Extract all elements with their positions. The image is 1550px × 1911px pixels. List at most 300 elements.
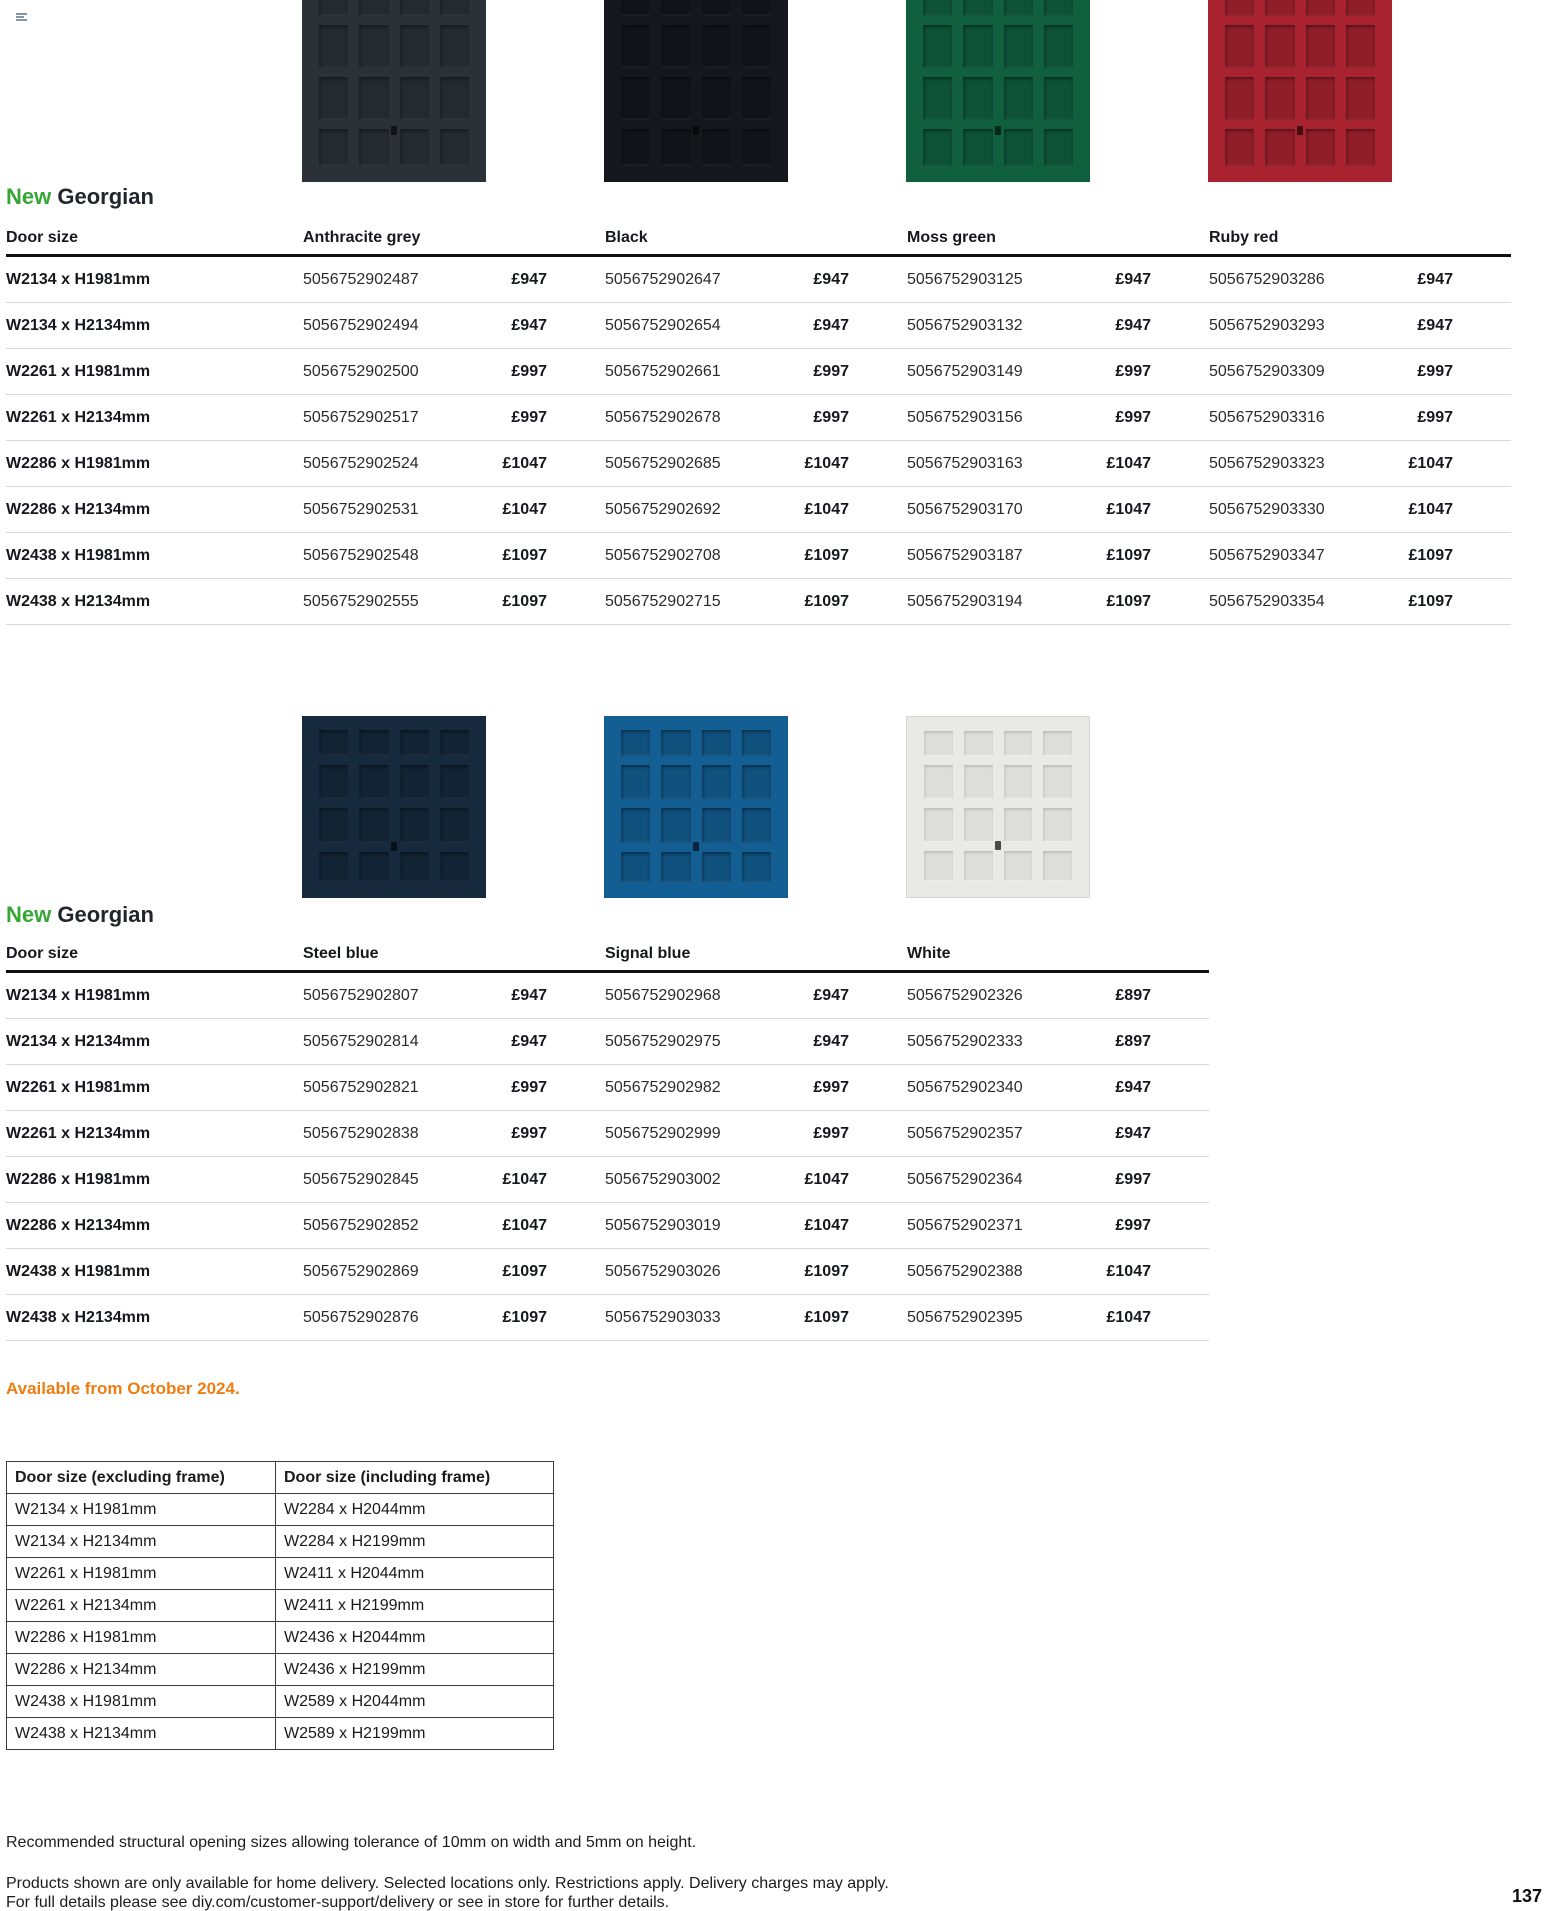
door-panel [400, 765, 429, 800]
color-column-header-steel-blue: Steel blue [303, 945, 379, 962]
door-panel [621, 129, 650, 166]
product-code: 5056752902333 [907, 1032, 1023, 1050]
table-row [6, 487, 1511, 533]
price: £1097 [502, 1308, 547, 1326]
door-panel [742, 129, 771, 166]
size-including-frame-cell: W2411 x H2199mm [276, 1590, 554, 1622]
door-size-cell: W2438 x H2134mm [6, 1308, 151, 1326]
door-panel [1346, 0, 1375, 16]
door-panel [1043, 808, 1072, 842]
door-handle-icon [391, 126, 397, 135]
door-handle-icon [995, 126, 1001, 135]
door-panel [621, 730, 650, 756]
price: £1097 [804, 1262, 849, 1280]
price-table-header [6, 222, 1511, 257]
price-cell-black [605, 363, 907, 381]
door-panel [702, 25, 731, 68]
door-panel-grid [302, 0, 486, 182]
size-including-frame-cell: W2436 x H2044mm [276, 1622, 554, 1654]
product-code: 5056752902807 [303, 986, 419, 1004]
product-code: 5056752902876 [303, 1308, 419, 1326]
door-panel [400, 129, 429, 166]
product-code: 5056752903002 [605, 1170, 721, 1188]
price-cell-steel-blue [303, 987, 605, 1005]
door-panel [400, 852, 429, 882]
door-panel [742, 730, 771, 756]
door-handle-icon [995, 841, 1001, 850]
door-size-cell: W2134 x H2134mm [6, 316, 151, 334]
price-cell-anthracite-grey [303, 501, 605, 519]
table-row [6, 1065, 1209, 1111]
door-panel [742, 852, 771, 882]
door-panel [319, 808, 348, 843]
door-panel [1004, 731, 1033, 756]
product-code: 5056752903286 [1209, 270, 1325, 288]
door-panel [621, 852, 650, 882]
door-handle-icon [391, 842, 397, 851]
door-panel [1225, 129, 1254, 166]
door-panel [621, 0, 650, 16]
product-code: 5056752902364 [907, 1170, 1023, 1188]
product-code: 5056752903033 [605, 1308, 721, 1326]
availability-note: Available from October 2024. [6, 1379, 240, 1398]
price-cell-steel-blue [303, 1263, 605, 1281]
price-cell-ruby-red [1209, 455, 1511, 473]
price-cell-signal-blue [605, 1171, 907, 1189]
door-panel [661, 808, 690, 843]
price: £997 [813, 1078, 849, 1096]
price-cell-steel-blue [303, 1171, 605, 1189]
price-table-2 [6, 938, 1209, 1341]
product-code: 5056752903149 [907, 362, 1023, 380]
door-panel [359, 77, 388, 120]
section-2-heading [6, 902, 154, 928]
frame-table-header: Door size (excluding frame) [7, 1462, 276, 1494]
footnote-delivery-line1: Products shown are only available for home delivery. Selected locations only. Restrictions apply. Delivery charges may apply. [6, 1875, 889, 1892]
size-excluding-frame-cell: W2438 x H1981mm [7, 1686, 276, 1718]
price-cell-white [907, 987, 1209, 1005]
price-cell-signal-blue [605, 1033, 907, 1051]
price: £1047 [1106, 1262, 1151, 1280]
door-panel [963, 0, 992, 16]
door-panel [621, 25, 650, 68]
door-panel [742, 808, 771, 843]
door-panel [923, 25, 952, 68]
price-cell-ruby-red [1209, 409, 1511, 427]
product-code: 5056752902494 [303, 316, 419, 334]
door-panel [319, 25, 348, 68]
price-cell-steel-blue [303, 1217, 605, 1235]
price: £1047 [1106, 1308, 1151, 1326]
price-cell-moss-green [907, 547, 1209, 565]
frame-table-header: Door size (including frame) [276, 1462, 554, 1494]
price: £947 [511, 316, 547, 334]
door-panel [661, 0, 690, 16]
door-panel [359, 0, 388, 16]
door-panel [621, 77, 650, 120]
frame-table-row [7, 1590, 554, 1622]
door-panel [319, 730, 348, 756]
door-panel [319, 129, 348, 166]
door-handle-icon [693, 842, 699, 851]
door-panel-grid [907, 717, 1089, 897]
price: £1047 [502, 1216, 547, 1234]
door-panel [1004, 129, 1033, 166]
section-1-heading [6, 184, 154, 210]
page-number: 137 [1511, 1886, 1542, 1906]
price: £1097 [1106, 546, 1151, 564]
door-size-cell: W2261 x H2134mm [6, 1124, 151, 1142]
door-panel [1265, 0, 1294, 16]
product-code: 5056752903354 [1209, 592, 1325, 610]
door-panel [1265, 129, 1294, 166]
door-panel [621, 808, 650, 843]
door-panel [440, 25, 469, 68]
price: £997 [511, 408, 547, 426]
price: £997 [813, 362, 849, 380]
door-panel [359, 852, 388, 882]
price-table-1 [6, 222, 1511, 625]
door-panel [440, 77, 469, 120]
color-column-header-black: Black [605, 229, 648, 246]
size-excluding-frame-cell: W2286 x H1981mm [7, 1622, 276, 1654]
door-panel [923, 77, 952, 120]
price: £1047 [1106, 500, 1151, 518]
size-including-frame-cell: W2284 x H2199mm [276, 1526, 554, 1558]
product-code: 5056752902548 [303, 546, 419, 564]
door-panel-grid [302, 716, 486, 898]
price: £1047 [804, 500, 849, 518]
product-code: 5056752903309 [1209, 362, 1325, 380]
price-cell-white [907, 1263, 1209, 1281]
product-code: 5056752902371 [907, 1216, 1023, 1234]
table-row [6, 303, 1511, 349]
size-excluding-frame-cell: W2286 x H2134mm [7, 1654, 276, 1686]
range-name-label: Georgian [57, 184, 154, 209]
product-code: 5056752903125 [907, 270, 1023, 288]
frame-table-row [7, 1686, 554, 1718]
price: £997 [1115, 1216, 1151, 1234]
product-code: 5056752902500 [303, 362, 419, 380]
footnote-delivery-line2: For full details please see diy.com/customer-support/delivery or see in store for further details. [6, 1894, 670, 1911]
table-row [6, 579, 1511, 625]
door-panel [1044, 0, 1073, 16]
frame-table-row [7, 1494, 554, 1526]
footnote-tolerance: Recommended structural opening sizes allowing tolerance of 10mm on width and 5mm on height. [6, 1834, 697, 1851]
price: £997 [813, 408, 849, 426]
price: £947 [813, 316, 849, 334]
door-image-moss-green [906, 0, 1090, 182]
product-code: 5056752902661 [605, 362, 721, 380]
door-size-cell: W2261 x H1981mm [6, 1078, 151, 1096]
price: £1047 [804, 454, 849, 472]
size-excluding-frame-cell: W2261 x H2134mm [7, 1590, 276, 1622]
product-code: 5056752903156 [907, 408, 1023, 426]
door-panel [702, 0, 731, 16]
door-image-black [604, 0, 788, 182]
price-cell-white [907, 1171, 1209, 1189]
price: £947 [1417, 270, 1453, 288]
door-size-column-header: Door size [6, 229, 79, 246]
price-cell-black [605, 593, 907, 611]
frame-size-table [6, 1461, 554, 1750]
size-including-frame-cell: W2589 x H2199mm [276, 1718, 554, 1750]
door-panel [924, 765, 953, 799]
door-panel [400, 77, 429, 120]
product-code: 5056752902715 [605, 592, 721, 610]
price-cell-steel-blue [303, 1309, 605, 1327]
price-cell-moss-green [907, 317, 1209, 335]
door-panel [319, 765, 348, 800]
footnote-delivery [6, 1874, 889, 1911]
door-panel [702, 808, 731, 843]
new-badge-label: New [6, 902, 52, 927]
product-code: 5056752902838 [303, 1124, 419, 1142]
door-panel [964, 808, 993, 842]
door-panel [1044, 129, 1073, 166]
size-including-frame-cell: W2589 x H2044mm [276, 1686, 554, 1718]
price-cell-anthracite-grey [303, 455, 605, 473]
price-cell-signal-blue [605, 1263, 907, 1281]
door-panel [964, 851, 993, 881]
product-code: 5056752903187 [907, 546, 1023, 564]
price: £947 [1115, 316, 1151, 334]
price: £1047 [502, 1170, 547, 1188]
product-code: 5056752902821 [303, 1078, 419, 1096]
door-panel [1043, 731, 1072, 756]
product-code: 5056752903163 [907, 454, 1023, 472]
door-panel [1004, 851, 1033, 881]
product-code: 5056752902968 [605, 986, 721, 1004]
price: £897 [1115, 1032, 1151, 1050]
door-panel-grid [906, 0, 1090, 182]
door-panel-grid [1208, 0, 1392, 182]
door-panel [964, 765, 993, 799]
table-row [6, 1249, 1209, 1295]
door-panel [400, 25, 429, 68]
door-swatch-row-1 [0, 0, 1550, 182]
door-panel [400, 730, 429, 756]
product-code: 5056752903019 [605, 1216, 721, 1234]
product-code: 5056752902654 [605, 316, 721, 334]
price: £947 [813, 270, 849, 288]
price-cell-anthracite-grey [303, 317, 605, 335]
price: £897 [1115, 986, 1151, 1004]
price: £1097 [804, 1308, 849, 1326]
price-cell-anthracite-grey [303, 271, 605, 289]
price: £997 [511, 1078, 547, 1096]
price: £997 [511, 362, 547, 380]
door-panel-grid [604, 0, 788, 182]
price: £1047 [804, 1170, 849, 1188]
price-cell-ruby-red [1209, 317, 1511, 335]
door-panel [1004, 0, 1033, 16]
price-cell-white [907, 1309, 1209, 1327]
door-panel [1225, 77, 1254, 120]
price-table-header [6, 938, 1209, 973]
door-image-white [906, 716, 1090, 898]
door-size-cell: W2134 x H1981mm [6, 270, 151, 288]
price-cell-ruby-red [1209, 593, 1511, 611]
product-code: 5056752903170 [907, 500, 1023, 518]
price: £997 [813, 1124, 849, 1142]
door-panel [440, 730, 469, 756]
door-panel [742, 765, 771, 800]
product-code: 5056752902999 [605, 1124, 721, 1142]
door-panel [661, 129, 690, 166]
door-panel [1004, 25, 1033, 68]
door-panel [359, 25, 388, 68]
table-row [6, 395, 1511, 441]
price-cell-anthracite-grey [303, 593, 605, 611]
door-panel [963, 25, 992, 68]
door-panel [661, 730, 690, 756]
size-including-frame-cell: W2284 x H2044mm [276, 1494, 554, 1526]
table-row [6, 349, 1511, 395]
product-code: 5056752903293 [1209, 316, 1325, 334]
product-code: 5056752903316 [1209, 408, 1325, 426]
door-panel [924, 731, 953, 756]
price-cell-black [605, 547, 907, 565]
product-code: 5056752902982 [605, 1078, 721, 1096]
door-image-signal-blue [604, 716, 788, 898]
price-cell-black [605, 271, 907, 289]
product-code: 5056752902845 [303, 1170, 419, 1188]
door-panel [661, 765, 690, 800]
door-panel [400, 0, 429, 16]
price: £1097 [502, 546, 547, 564]
door-panel [359, 730, 388, 756]
door-panel [359, 765, 388, 800]
price-cell-steel-blue [303, 1079, 605, 1097]
product-code: 5056752902388 [907, 1262, 1023, 1280]
door-panel [1225, 0, 1254, 16]
product-code: 5056752902357 [907, 1124, 1023, 1142]
price: £997 [1115, 362, 1151, 380]
door-panel [1346, 77, 1375, 120]
door-panel [1306, 129, 1335, 166]
door-size-cell: W2438 x H1981mm [6, 546, 151, 564]
door-size-cell: W2438 x H1981mm [6, 1262, 151, 1280]
product-code: 5056752902524 [303, 454, 419, 472]
product-code: 5056752903330 [1209, 500, 1325, 518]
price-cell-white [907, 1033, 1209, 1051]
product-code: 5056752902340 [907, 1078, 1023, 1096]
door-panel [621, 765, 650, 800]
size-excluding-frame-cell: W2261 x H1981mm [7, 1558, 276, 1590]
table-row [6, 1111, 1209, 1157]
table-row [6, 1203, 1209, 1249]
product-code: 5056752903026 [605, 1262, 721, 1280]
price: £947 [511, 1032, 547, 1050]
door-panel [963, 129, 992, 166]
door-size-cell: W2134 x H2134mm [6, 1032, 151, 1050]
price: £997 [1115, 1170, 1151, 1188]
table-row [6, 1157, 1209, 1203]
price: £997 [1417, 362, 1453, 380]
door-panel [702, 77, 731, 120]
door-panel [400, 808, 429, 843]
product-code: 5056752902517 [303, 408, 419, 426]
price-cell-black [605, 455, 907, 473]
door-panel [1265, 77, 1294, 120]
door-panel [742, 77, 771, 120]
new-badge-label: New [6, 184, 52, 209]
price: £947 [1115, 1078, 1151, 1096]
door-panel [319, 77, 348, 120]
price: £1097 [502, 592, 547, 610]
price-cell-black [605, 501, 907, 519]
price: £1047 [502, 500, 547, 518]
price: £947 [511, 270, 547, 288]
price-cell-moss-green [907, 271, 1209, 289]
door-panel [702, 730, 731, 756]
door-panel [702, 852, 731, 882]
price: £1047 [502, 454, 547, 472]
price: £1097 [804, 592, 849, 610]
frame-table-row [7, 1622, 554, 1654]
door-size-cell: W2438 x H2134mm [6, 592, 151, 610]
door-panel [1044, 77, 1073, 120]
size-including-frame-cell: W2436 x H2199mm [276, 1654, 554, 1686]
range-name-label: Georgian [57, 902, 154, 927]
door-panel [1306, 77, 1335, 120]
price: £1097 [1106, 592, 1151, 610]
door-panel [661, 25, 690, 68]
door-panel [923, 129, 952, 166]
product-code: 5056752902685 [605, 454, 721, 472]
product-code: 5056752903194 [907, 592, 1023, 610]
price-cell-white [907, 1217, 1209, 1235]
door-panel [1306, 25, 1335, 68]
color-column-header-moss-green: Moss green [907, 229, 996, 246]
door-image-steel-blue [302, 716, 486, 898]
table-row [6, 257, 1511, 303]
product-code: 5056752902852 [303, 1216, 419, 1234]
door-size-cell: W2286 x H1981mm [6, 454, 151, 472]
price-cell-anthracite-grey [303, 547, 605, 565]
door-panel [1306, 0, 1335, 16]
door-panel [1043, 765, 1072, 799]
price-cell-moss-green [907, 363, 1209, 381]
price-cell-anthracite-grey [303, 363, 605, 381]
price-cell-black [605, 317, 907, 335]
color-column-header-white: White [907, 945, 951, 962]
price-cell-white [907, 1125, 1209, 1143]
price: £1047 [1106, 454, 1151, 472]
door-panel [319, 852, 348, 882]
price-cell-ruby-red [1209, 271, 1511, 289]
product-code: 5056752902708 [605, 546, 721, 564]
product-code: 5056752902487 [303, 270, 419, 288]
price-cell-moss-green [907, 501, 1209, 519]
price-cell-steel-blue [303, 1033, 605, 1051]
door-size-cell: W2134 x H1981mm [6, 986, 151, 1004]
price-cell-signal-blue [605, 1079, 907, 1097]
door-panel [661, 77, 690, 120]
door-panel [702, 765, 731, 800]
price: £1097 [502, 1262, 547, 1280]
table-row [6, 1295, 1209, 1341]
frame-table-row [7, 1526, 554, 1558]
product-code: 5056752902647 [605, 270, 721, 288]
price-cell-anthracite-grey [303, 409, 605, 427]
door-panel [1346, 25, 1375, 68]
door-size-cell: W2261 x H1981mm [6, 362, 151, 380]
product-code: 5056752902555 [303, 592, 419, 610]
door-panel [923, 0, 952, 16]
table-row [6, 973, 1209, 1019]
